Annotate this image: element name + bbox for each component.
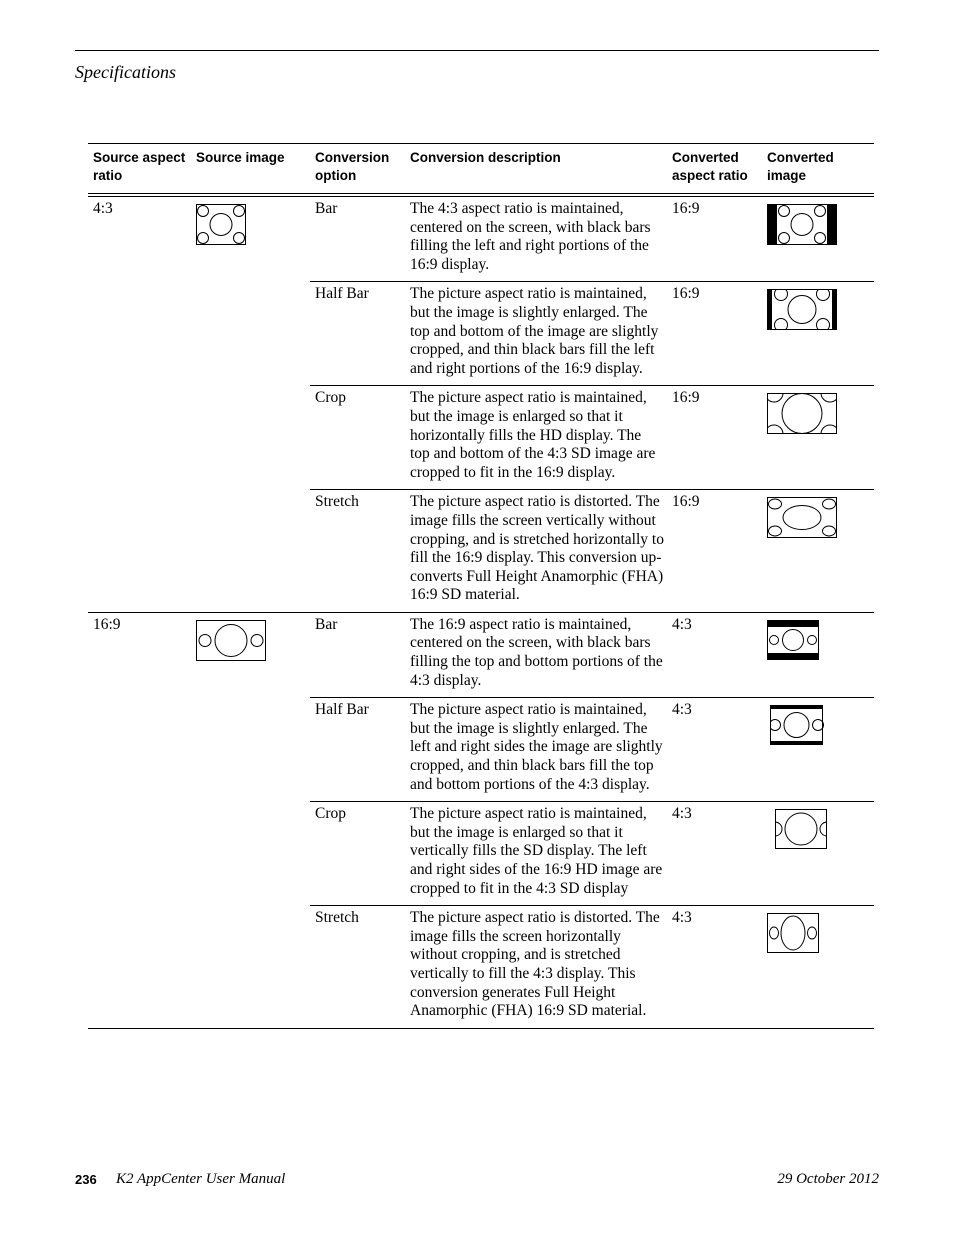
conversion-table xyxy=(88,143,874,1029)
description-cell: The picture aspect ratio is distorted. The image fills the screen vertically without cropping, and is stretched horizontally to fill the 16:9 display. This conversion up-converts Full Height Anamorphic (FHA) 16:9 SD material. xyxy=(405,490,667,613)
converted-ratio-cell: 16:9 xyxy=(667,282,762,386)
converted-ratio-cell: 16:9 xyxy=(667,490,762,613)
converted-ratio-cell: 4:3 xyxy=(667,612,762,697)
source-ratio-cell xyxy=(88,612,191,1028)
description-cell: The picture aspect ratio is maintained, but the image is slightly enlarged. The top and bottom of the image are slightly cropped, and thin black bars fill the left and right portions of the 16:9 display. xyxy=(405,282,667,386)
option-cell: Bar xyxy=(315,200,338,217)
letterbox-bar-icon xyxy=(767,620,819,660)
option-cell: Half Bar xyxy=(310,698,405,802)
option-cell: Bar xyxy=(310,612,405,697)
converted-image-cell xyxy=(762,490,874,613)
description-cell: The picture aspect ratio is maintained, but the image is enlarged so that it horizontally fills the HD display. The top and bottom of the 4:3 SD image are cropped to fit in the 16:9 display. xyxy=(405,386,667,490)
converted-ratio-cell: 4:3 xyxy=(667,906,762,1029)
source-ratio: 4:3 xyxy=(93,200,113,217)
stretch-16x9-icon xyxy=(767,497,837,538)
option-cell: Stretch xyxy=(310,906,405,1029)
option-cell: Stretch xyxy=(310,490,405,613)
option-cell: Half Bar xyxy=(310,282,405,386)
col-header-converted-image: Converted image xyxy=(762,144,874,196)
converted-ratio-cell: 16:9 xyxy=(672,200,700,217)
header-rule xyxy=(75,50,879,51)
source-ratio: 16:9 xyxy=(93,615,121,633)
col-header-conversion-option: Conversion option xyxy=(310,144,405,196)
converted-image-cell xyxy=(762,386,874,490)
col-header-converted-ratio: Converted aspect ratio xyxy=(667,144,762,196)
col-header-conversion-description: Conversion description xyxy=(405,144,667,196)
crop-16x9-icon xyxy=(767,393,837,434)
page-number: 236 xyxy=(75,1172,97,1187)
crop-4x3-icon xyxy=(775,809,837,849)
source-image-cell xyxy=(191,195,310,612)
description-cell: The 16:9 aspect ratio is maintained, centered on the screen, with black bars filling the top and bottom portions of the 4:3 display. xyxy=(405,612,667,697)
col-header-source-ratio: Source aspect ratio xyxy=(88,144,191,196)
description-cell: The picture aspect ratio is maintained, but the image is enlarged so that it vertically fills the SD display. The left and right sides of the 16:9 HD image are cropped to fit in the 4:3 SD display xyxy=(405,802,667,906)
option-cell: Crop xyxy=(310,802,405,906)
table-row xyxy=(88,612,874,697)
description-cell: The 4:3 aspect ratio is maintained, centered on the screen, with black bars filling the left and right portions of the 16:9 display. xyxy=(410,200,651,273)
pillarbox-half-bar-icon xyxy=(767,289,837,330)
section-title: Specifications xyxy=(75,62,176,82)
publication-date: 29 October 2012 xyxy=(777,1171,879,1187)
converted-image-cell xyxy=(762,612,874,697)
stretch-4x3-icon xyxy=(767,913,819,953)
col-header-source-image: Source image xyxy=(191,144,310,196)
converted-ratio-cell: 16:9 xyxy=(667,386,762,490)
converted-image-cell xyxy=(762,906,874,1029)
source-ratio-cell xyxy=(88,195,191,612)
table-header-row xyxy=(88,144,874,196)
manual-title: K2 AppCenter User Manual xyxy=(116,1171,286,1187)
description-cell: The picture aspect ratio is maintained, but the image is slightly enlarged. The left and right sides the image are slightly cropped, and thin black bars fill the top and bottom portions of the 4:3 display. xyxy=(405,698,667,802)
converted-image-cell xyxy=(762,282,874,386)
table-row xyxy=(88,195,874,282)
converted-image-cell xyxy=(762,195,874,282)
converted-ratio-cell: 4:3 xyxy=(667,802,762,906)
source-image-4x3-icon xyxy=(196,204,246,245)
converted-image-cell xyxy=(762,802,874,906)
option-cell: Crop xyxy=(310,386,405,490)
converted-image-cell xyxy=(762,698,874,802)
letterbox-half-bar-icon xyxy=(770,705,828,745)
pillarbox-bar-icon xyxy=(767,204,837,245)
source-image-16x9-icon xyxy=(196,620,266,661)
converted-ratio-cell: 4:3 xyxy=(667,698,762,802)
source-image-cell xyxy=(191,612,310,1028)
description-cell: The picture aspect ratio is distorted. The image fills the screen horizontally without cropping, and is stretched vertically to fill the 4:3 display. This conversion generates Full Height Anamorphic (FHA) 16:9 SD material. xyxy=(405,906,667,1029)
